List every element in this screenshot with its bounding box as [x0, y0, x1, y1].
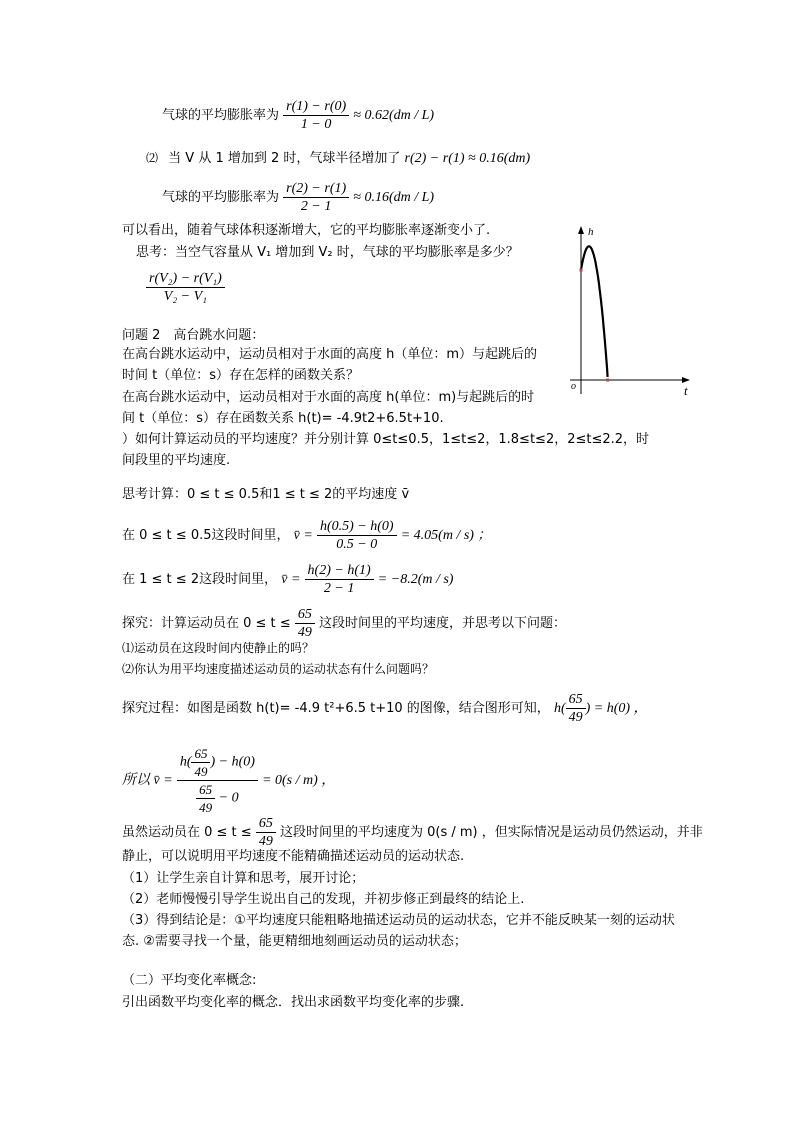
conclusion-text: 可以看出，随着气球体积逐渐增大，它的平均膨胀率逐渐变小了.	[122, 223, 491, 238]
think-question: 思考：当空气容量从 V₁ 增加到 V₂ 时，气球的平均膨胀率是多少？	[136, 245, 519, 260]
process-line: 探究过程：如图是函数 h(t)= -4.9 t²+6.5 t+10 的图像，结合图形可知， h( $\frac{65}{49}$ ) = h(0) ，	[122, 692, 648, 725]
explore-question-2: ⑵你认为用平均速度描述运动员的运动状态有什么问题吗？	[122, 662, 435, 676]
balloon-rate-2	[162, 180, 434, 215]
end-point	[606, 379, 609, 382]
though-line: 虽然运动员在 0 ≤ t ≤ $\frac{65}{49}$ 这段时间里的平均速度为 0(s / m) ，但实际情况是运动员仍然运动，并非	[122, 816, 703, 849]
fraction: $\frac{65}{49}$	[295, 606, 315, 641]
start-point	[580, 269, 583, 272]
though-line-2: 静止，可以说明用平均速度不能精确描述运动员的运动状态.	[122, 849, 465, 864]
fraction: $\frac{r(2) - r(1)}{2 - 1}$	[283, 180, 349, 215]
balloon-rate-1	[162, 98, 434, 133]
origin-label: o	[571, 381, 576, 392]
question-2-title: 问题 2 高台跳水问题：	[122, 328, 265, 343]
height-time-graph	[564, 222, 694, 400]
explore-line: 探究：计算运动员在 0 ≤ t ≤ $\frac{65}{49}$ 这段时间里的平均速度，并思考以下问题：	[122, 607, 566, 640]
fraction: $\frac{65}{49}$	[256, 815, 276, 850]
radius-expr: r(2) − r(1) ≈ 0.16(dm)	[404, 151, 531, 166]
rate-result: ≈ 0.16(dm / L)	[353, 190, 435, 205]
q2-para-3a: ）如何计算运动员的平均速度？并分别计算 0≤t≤0.5，1≤t≤2，1.8≤t≤2，2≤t≤2.2，时	[122, 432, 650, 447]
y-axis-label: h	[588, 226, 594, 238]
fraction: $\frac{r(1) - r(0)}{1 - 0}$	[283, 98, 349, 133]
fraction: $\frac{h(2) - h(1)}{2 - 1}$	[305, 562, 374, 597]
solution-line: 所以 v̄ = h( $\frac{65}{49}$ ) − h(0) $\frac{65}{49}$ − 0 = 0(s / m) ，	[122, 746, 336, 815]
x-axis-label: t	[684, 383, 688, 398]
calc-line-1: 在 0 ≤ t ≤ 0.5这段时间里， v̄ = $\frac{h(0.5) - h(0)}{0.5 - 0}$ = 4.05(m / s) ；	[122, 519, 492, 552]
y-axis-arrow	[578, 226, 584, 234]
q2-para-3b: 间段里的平均速度.	[122, 453, 231, 468]
q2-para-1a: 在高台跳水运动中，运动员相对于水面的高度 h（单位：m）与起跳后的	[122, 347, 538, 362]
q2-para-2a: 在高台跳水运动中，运动员相对于水面的高度 h(单位：m)与起跳后的时	[122, 390, 535, 405]
section-2-text: 引出函数平均变化率的概念．找出求函数平均变化率的步骤.	[122, 995, 465, 1010]
step-3a: （3）得到结论是：①平均速度只能粗略地描述运动员的运动状态，它并不能反映某一刻的运动状	[122, 913, 675, 928]
fraction: $\frac{h(0.5) - h(0)}{0.5 - 0}$	[317, 518, 397, 553]
step-2: （2）老师慢慢引导学生说出自己的发现，并初步修正到最终的结论上.	[122, 892, 525, 907]
rate-result: ≈ 0.62(dm / L)	[353, 108, 435, 123]
rate-label: 气球的平均膨胀率为	[162, 190, 280, 205]
series-line	[581, 246, 608, 377]
calc-title: 思考计算：0 ≤ t ≤ 0.5和1 ≤ t ≤ 2的平均速度 v̄	[122, 487, 410, 502]
section-2-title: （二）平均变化率概念:	[122, 973, 257, 988]
step-3b: 态. ②需要寻找一个量，能更精细地刻画运动员的运动状态；	[122, 934, 467, 949]
big-fraction: h( $\frac{65}{49}$ ) − h(0) $\frac{65}{49}$ − 0	[177, 745, 258, 816]
q2-para-2b: 间 t（单位：s）存在函数关系 h(t)= -4.9t2+6.5t+10.	[122, 411, 444, 426]
step-2-line	[146, 149, 530, 168]
q2-para-1b: 时间 t（单位：s）存在怎样的函数关系？	[122, 368, 360, 383]
rate-label: 气球的平均膨胀率为	[162, 108, 280, 123]
step-text: 当 V 从 1 增加到 2 时，气球半径增加了	[168, 151, 401, 166]
calc-line-2: 在 1 ≤ t ≤ 2这段时间里， v̄ = $\frac{h(2) - h(1)}{2 - 1}$ = −8.2(m / s)	[122, 563, 454, 596]
fraction: $\frac{65}{49}$	[566, 691, 586, 726]
marker: ⑵	[146, 151, 159, 165]
step-1: （1）让学生亲自计算和思考，展开讨论；	[122, 871, 365, 886]
explore-question-1: ⑴运动员在这段时间内使静止的吗？	[122, 641, 315, 655]
think-fraction: $\frac{\text{r(V₂) − r(V₁)}}{\text{V₂ − V₁}}$	[146, 270, 225, 305]
